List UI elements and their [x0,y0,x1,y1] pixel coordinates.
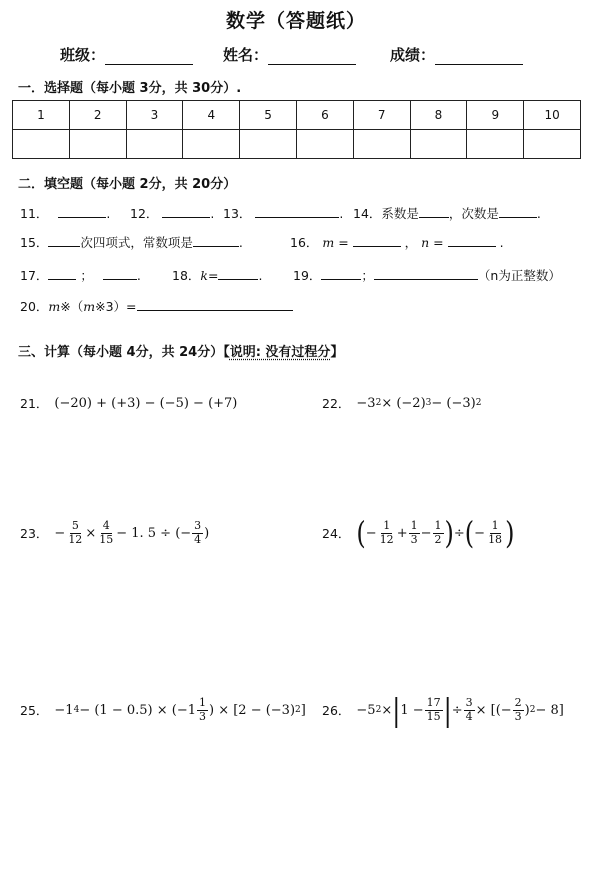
question-18: 18．k= . [172,268,263,283]
question-15: 15． 次四项式，常数项是 . [20,235,243,250]
score-field [390,44,523,65]
question-25: 25． −1 4 − (1 − 0.5) × (−1 $\frac{1}{3}$ ) × [2 − (−3) 2 ] [20,696,306,723]
answer-blank[interactable] [193,235,239,247]
question-22: 22． −3 2 × (−2) 3 − (−3) 2 [322,395,482,411]
answer-cell[interactable] [240,130,297,159]
answer-blank[interactable] [58,206,106,218]
answer-cell[interactable] [296,130,353,159]
class-label: 班级： [60,46,106,64]
question-21: 21． (−20) + (+3) − (−5) − (+7) [20,395,238,411]
section2-heading: 二．填空题（每小题 2分，共 20分） [18,177,237,192]
answer-blank[interactable] [321,268,361,280]
table-header-cell: 7 [353,101,410,130]
name-input-line[interactable] [268,50,356,65]
answer-blank[interactable] [499,206,537,218]
section3-heading: 三、计算（每小题 4分，共 24分）【说明: 没有过程分】 [18,345,344,360]
question-26: 26． −5 2 × | 1 − $\frac{17}{15}$ | ÷ $\frac{3}{4}$ × [(− $\frac{2}{3}$ ) 2 − 8] [322,691,564,729]
answer-blank[interactable] [255,206,339,218]
answer-cell[interactable] [410,130,467,159]
section1-heading: 一．选择题（每小题 3分，共 30分）. [18,81,242,96]
table-header-cell: 1 [13,101,70,130]
question-23: 23． − $\frac{5}{12}$ × $\frac{4}{15}$ − 1. 5 ÷ (− $\frac{3}{4}$ ) [20,519,210,546]
question-20: 20．m※（m※3）= [20,297,293,315]
class-input-line[interactable] [105,50,193,65]
table-header-cell: 5 [240,101,297,130]
score-label: 成绩： [390,46,436,64]
table-header-cell: 6 [296,101,353,130]
score-input-line[interactable] [435,50,523,65]
answer-cell[interactable] [524,130,581,159]
answer-blank[interactable] [448,235,496,247]
question-19: 19． ； （n为正整数） [293,268,561,283]
answer-blank[interactable] [353,235,401,247]
question-12: 12． . [130,206,215,221]
answer-blank[interactable] [374,268,478,280]
answer-blank[interactable] [48,268,76,280]
table-header-cell: 4 [183,101,240,130]
answer-blank[interactable] [137,299,293,311]
class-field [60,44,193,65]
table-header-cell: 9 [467,101,524,130]
table-header-cell: 2 [69,101,126,130]
question-11: 11． . [20,206,111,221]
answer-cell[interactable] [69,130,126,159]
answer-table [12,100,581,159]
answer-cell[interactable] [467,130,524,159]
question-24: 24． ( − $\frac{1}{12}$ + $\frac{1}{3}$ − $\frac{1}{2}$ ) ÷ ( − $\frac{1}{18}$ ) [322,514,515,552]
table-header-cell: 3 [126,101,183,130]
name-field [223,44,356,65]
answer-cell[interactable] [183,130,240,159]
page-title: 数学（答题纸） [225,10,366,32]
question-13: 13． . [223,206,344,221]
answer-blank[interactable] [162,206,210,218]
answer-cell[interactable] [126,130,183,159]
question-16: 16． m = ， n = . [290,235,504,250]
table-header-cell: 10 [524,101,581,130]
section3-note: 说明: 没有过程分 [229,345,331,360]
answer-cell[interactable] [13,130,70,159]
answer-cell[interactable] [353,130,410,159]
answer-blank[interactable] [103,268,137,280]
answer-blank[interactable] [419,206,449,218]
question-17: 17． ； . [20,268,141,283]
answer-blank[interactable] [218,268,258,280]
question-14: 14．系数是 ，次数是 . [353,206,541,221]
name-label: 姓名： [223,46,269,64]
table-header-cell: 8 [410,101,467,130]
answer-blank[interactable] [48,235,80,247]
